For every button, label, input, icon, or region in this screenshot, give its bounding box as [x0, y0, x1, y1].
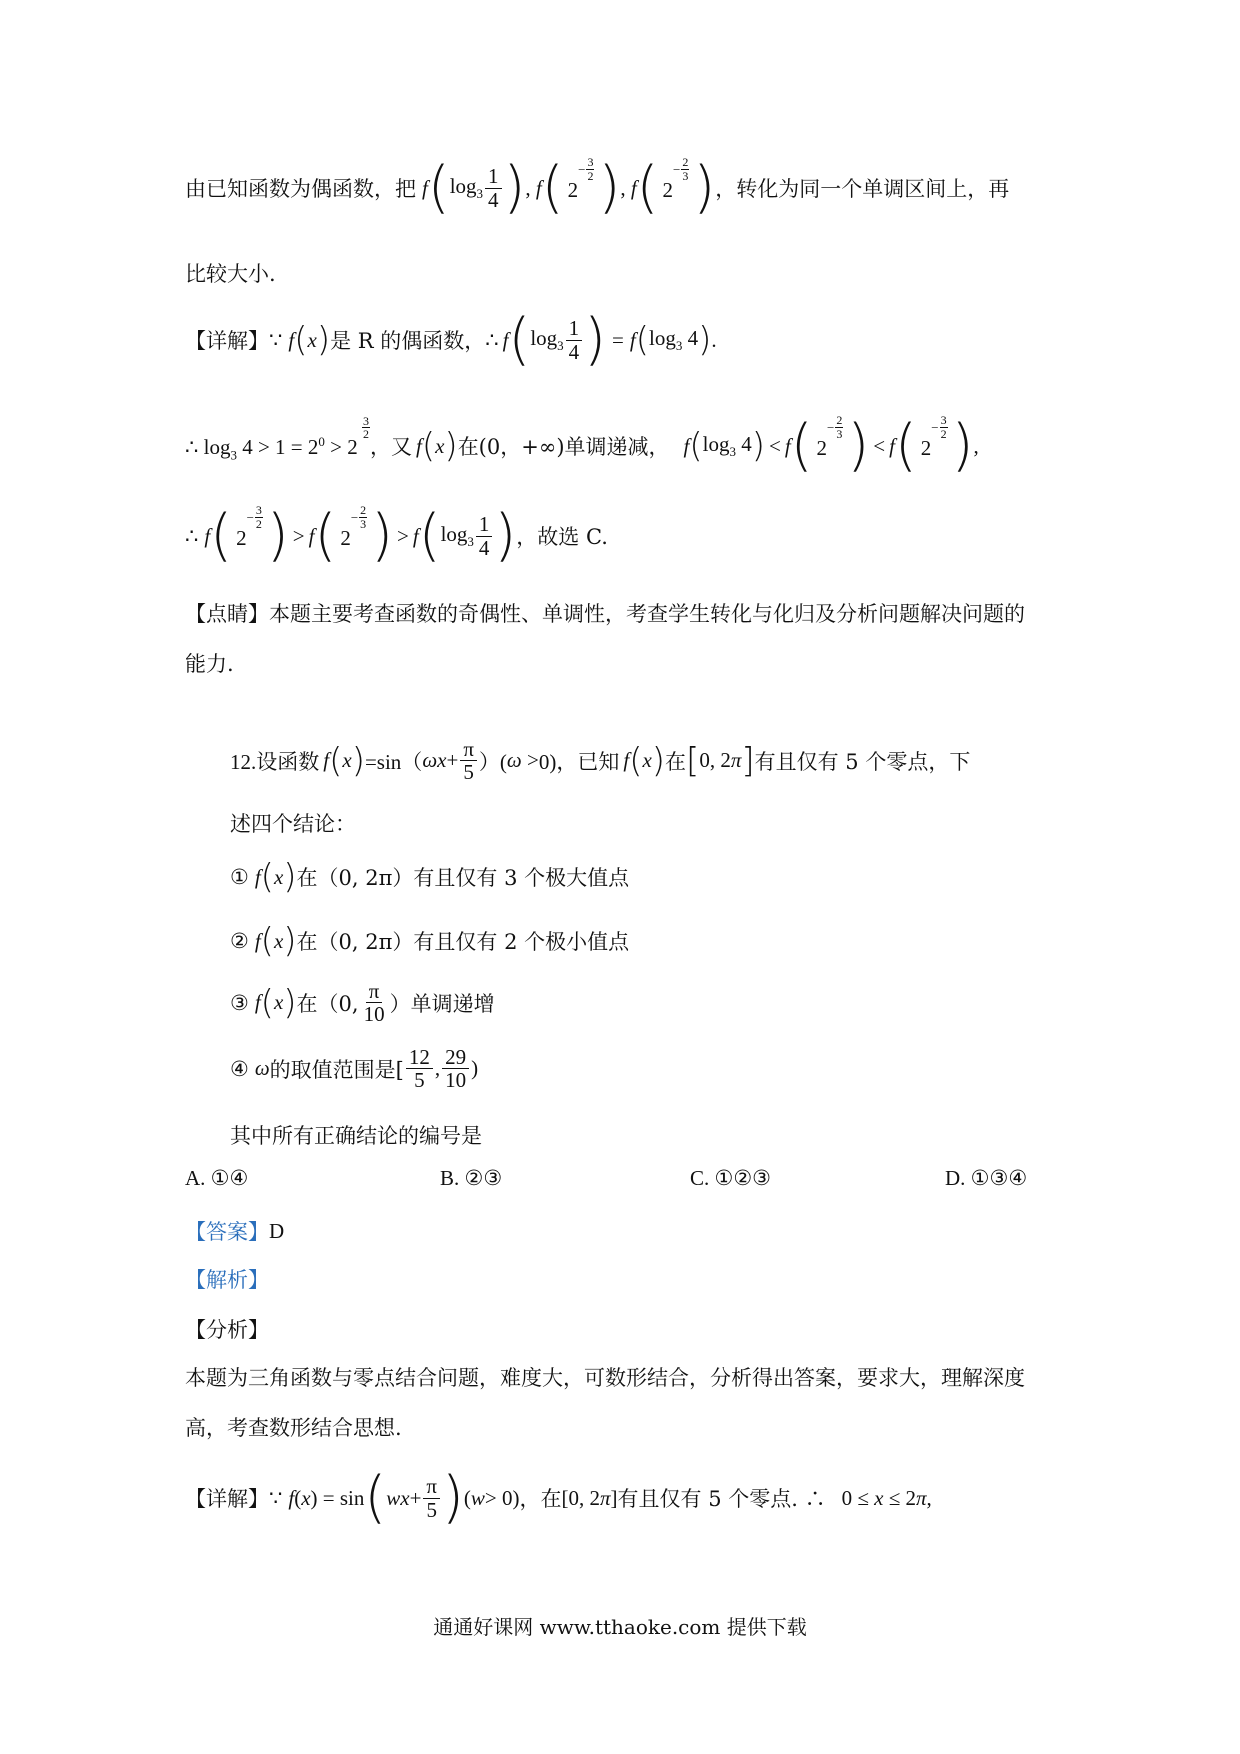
text: 在（0, 2π）有且仅有 2 个极小值点 [296, 930, 630, 954]
comma: , [525, 175, 536, 200]
text: ，又 [369, 435, 412, 459]
circled-number: ④ [230, 1056, 249, 1081]
text: 的取值范围是[ [269, 1057, 404, 1082]
math-f: f [422, 175, 428, 200]
comma: , [620, 175, 631, 200]
text: 在（0, 2π）有且仅有 3 个极大值点 [296, 866, 630, 890]
text: 是 R 的偶函数， [330, 329, 486, 353]
therefore-symbol: ∴ [485, 328, 499, 352]
conclusion-3: ③ f ( x ) 在（0, $\frac{\pi}{10}$ ）单调递增 [230, 979, 495, 1027]
detail-line-2: ∴ $\log_3 4 > 1 = 2^0 > 2$ $^{3 2}$ ，又 f ( x ) 在(0，+∞)单调递减， f ( $\log_3 4$ ) < f ( $2^{- 2 3}$ ) < f ( $2^{- 3 2}$ ) , [185, 413, 979, 478]
fenxi-label-line [185, 1314, 269, 1344]
point-line-1 [185, 598, 1025, 628]
section-label: 【详解】 [185, 1487, 269, 1511]
text: ）( [478, 749, 507, 774]
math-chain: ∴ $\log_3 4 > 1 = 2^0 > 2$ $^{3 2}$ [185, 413, 369, 463]
math-f: f [630, 175, 637, 200]
because-symbol: ∵ [269, 328, 283, 352]
text: =sin（ [364, 749, 423, 774]
text: 能力. [185, 652, 234, 676]
detail-2-line: 【详解】 ∵ f ( x ) = sin ( wx + $\frac{\pi}{5}$ ) ( w > 0) ，在 [0, 2π] 有且仅有 5 个零点. ∴ 0 ≤ x ≤ 2π, [185, 1465, 932, 1530]
text: 在 [665, 749, 687, 774]
text: ，在 [519, 1487, 562, 1511]
math-power: $2^{- 3 2}$ [567, 155, 594, 203]
text: ）单调递增 [389, 991, 495, 1016]
answer-line [185, 1216, 284, 1246]
question-number: 12.设函数 [230, 749, 320, 774]
point-line-2 [185, 648, 234, 678]
conclusion-2: ② f ( x ) 在（0, 2π）有且仅有 2 个极小值点 [230, 921, 630, 961]
text: 本题为三角函数与零点结合问题，难度大，可数形结合，分析得出答案，要求大，理解深度 [185, 1366, 1025, 1390]
analysis-label: 【解析】 [185, 1268, 269, 1292]
text: ，故选 C. [516, 525, 608, 549]
analysis-line [185, 1264, 269, 1294]
fenxi-line-1 [185, 1362, 1025, 1392]
text: 本题主要考查函数的奇偶性、单调性，考查学生转化与化归及分析问题解决问题的 [269, 602, 1025, 626]
math-log: $\log_3$ [449, 173, 484, 202]
text: 在（0, [296, 991, 359, 1016]
paren: ( [427, 155, 450, 220]
paren: ( [636, 155, 659, 220]
section-label: 【详解】 [185, 329, 269, 353]
math-power: $2^{- 2 3}$ [662, 155, 689, 203]
text: ，转化为同一个单调区间上，再 [715, 177, 1010, 201]
footer: 通通好课网 www.tthaoke.com 提供下载 [433, 1615, 807, 1639]
answer-label: 【答案】 [185, 1220, 269, 1244]
text: 有且仅有 5 个零点，下 [754, 749, 971, 774]
text: 在(0，+∞)单调递减， [457, 435, 670, 459]
option-b[interactable]: B. ②③ [440, 1166, 503, 1190]
section-label: 【点睛】 [185, 602, 269, 626]
text: 述四个结论： [230, 812, 356, 836]
math-f: f [535, 175, 542, 200]
question-12-stem: 12.设函数 f ( x ) =sin（ ωx + $\frac{\pi}{5}$ ）( ω > 0)，已知 f ( x ) 在 [ 0, 2π ] 有且仅有 5 个零点，下 [230, 737, 971, 785]
text: 比较大小. [185, 262, 276, 286]
conclusion-4: ④ ω 的取值范围是[ $\frac{12}{5}$ , $\frac{29}{10}$ ) [230, 1045, 479, 1093]
circled-number: ③ [230, 990, 249, 1015]
text: 其中所有正确结论的编号是 [230, 1124, 482, 1148]
paragraph-line-1 [185, 155, 1010, 220]
fraction-1-4: $\frac{1}{4}$ [485, 165, 502, 210]
fenxi-line-2 [185, 1412, 402, 1442]
question-ask [230, 1120, 482, 1150]
text: 0)，已知 [538, 749, 620, 774]
text: 由已知函数为偶函数，把 [185, 177, 416, 201]
answer-value: D [269, 1218, 285, 1243]
detail-line-3: ∴ f ( $2^{- 3 2}$ ) > f ( $2^{- 2 3}$ ) > f ( $\log_3$ $\frac{1}{4}$ ) ，故选 C. [185, 503, 608, 568]
question-12-stem-line-2 [230, 808, 356, 838]
math-fx: f [288, 327, 295, 352]
text: 高，考查数形结合思想. [185, 1416, 402, 1440]
because-symbol: ∵ [269, 1486, 283, 1510]
option-d[interactable]: D. ①③④ [945, 1166, 1028, 1190]
detail-line-1: 【详解】 ∵ f ( x ) 是 R 的偶函数， ∴ f ( $\log_3$ $\frac{1}{4}$ ) = f ( $\log_3 4$ ) . [185, 307, 717, 372]
paragraph-line-2 [185, 258, 276, 288]
option-a[interactable]: A. ①④ [185, 1166, 249, 1190]
paren: ) [503, 155, 526, 220]
option-c[interactable]: C. ①②③ [690, 1166, 771, 1190]
paren: ) [693, 155, 716, 220]
conclusion-1: ① f ( x ) 在（0, 2π）有且仅有 3 个极大值点 [230, 857, 630, 897]
circled-number: ② [230, 929, 249, 953]
paren: ) [598, 155, 621, 220]
circled-number: ① [230, 865, 249, 889]
fenxi-label: 【分析】 [185, 1318, 269, 1342]
text: 有且仅有 5 个零点. ∴ [617, 1487, 826, 1511]
text: ) [471, 1056, 479, 1081]
paren: ( [541, 155, 564, 220]
